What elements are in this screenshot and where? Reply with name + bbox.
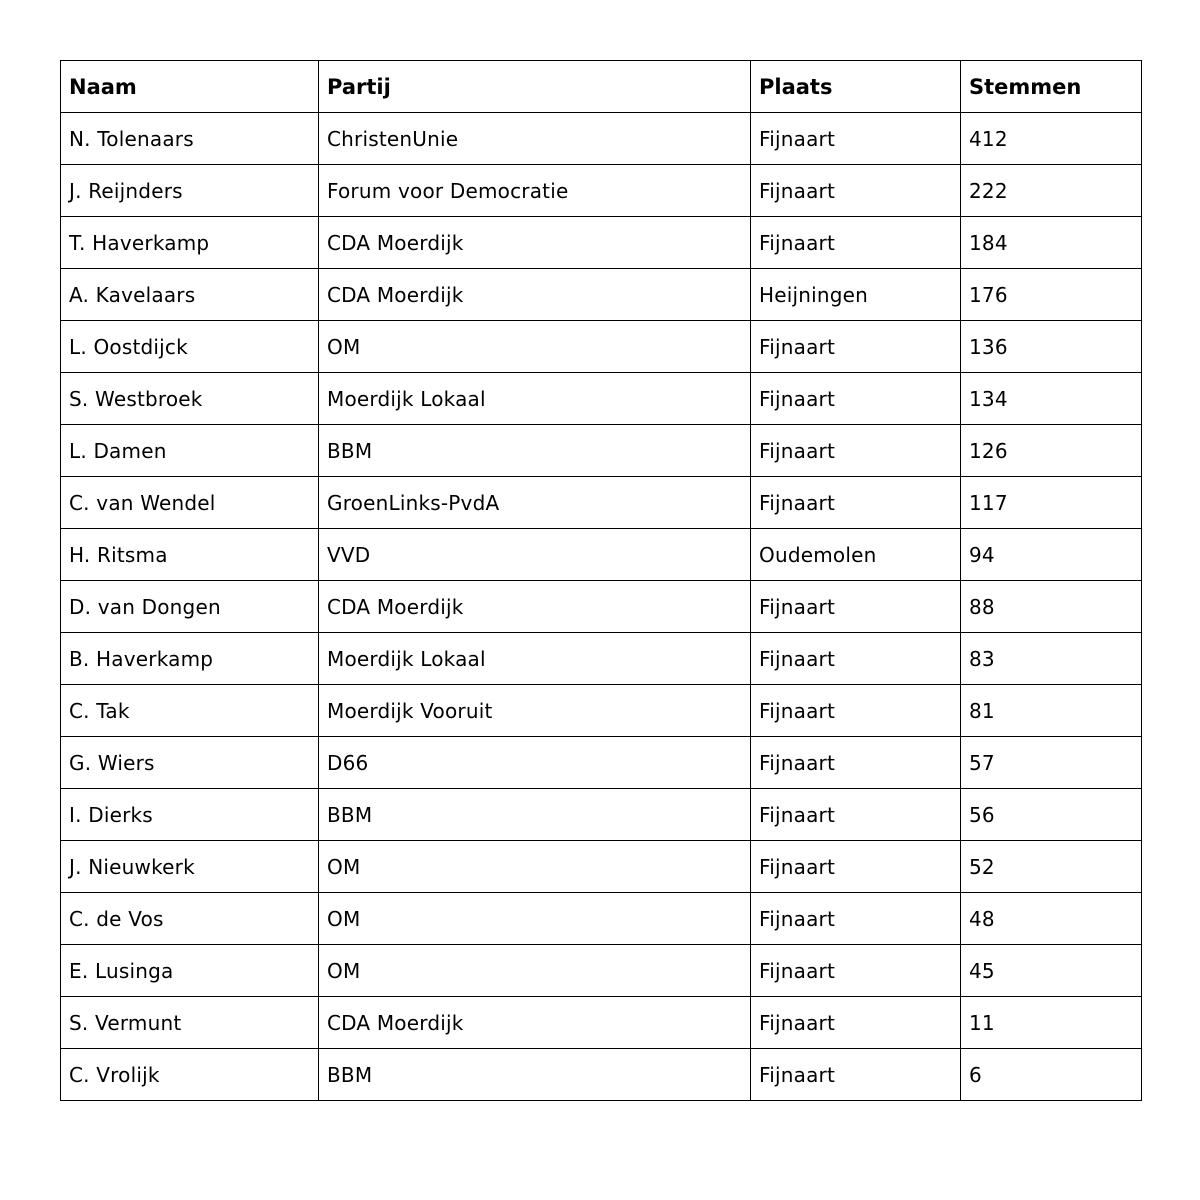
cell-partij: Moerdijk Lokaal [319, 373, 751, 425]
cell-naam: I. Dierks [61, 789, 319, 841]
table-row [61, 737, 1142, 789]
cell-stemmen: 176 [961, 269, 1142, 321]
cell-stemmen: 83 [961, 633, 1142, 685]
table-row [61, 373, 1142, 425]
table-body [61, 113, 1142, 1101]
table-row [61, 477, 1142, 529]
cell-partij: ChristenUnie [319, 113, 751, 165]
cell-stemmen: 88 [961, 581, 1142, 633]
cell-naam: J. Reijnders [61, 165, 319, 217]
column-header-stemmen: Stemmen [961, 61, 1142, 113]
cell-plaats: Fijnaart [751, 685, 961, 737]
cell-naam: C. Tak [61, 685, 319, 737]
table-row [61, 425, 1142, 477]
cell-naam: J. Nieuwkerk [61, 841, 319, 893]
table-row [61, 685, 1142, 737]
table-row [61, 945, 1142, 997]
cell-plaats: Fijnaart [751, 737, 961, 789]
candidates-votes-table [60, 60, 1142, 1101]
cell-partij: OM [319, 945, 751, 997]
cell-plaats: Fijnaart [751, 113, 961, 165]
cell-naam: L. Damen [61, 425, 319, 477]
cell-partij: OM [319, 841, 751, 893]
column-header-naam: Naam [61, 61, 319, 113]
cell-plaats: Heijningen [751, 269, 961, 321]
cell-plaats: Fijnaart [751, 477, 961, 529]
cell-naam: E. Lusinga [61, 945, 319, 997]
table-row [61, 217, 1142, 269]
table-row [61, 997, 1142, 1049]
cell-partij: BBM [319, 789, 751, 841]
table-row [61, 789, 1142, 841]
table-row [61, 529, 1142, 581]
cell-plaats: Fijnaart [751, 165, 961, 217]
table-row [61, 165, 1142, 217]
cell-partij: BBM [319, 1049, 751, 1101]
cell-plaats: Fijnaart [751, 321, 961, 373]
column-header-partij: Partij [319, 61, 751, 113]
cell-partij: CDA Moerdijk [319, 269, 751, 321]
table-row [61, 893, 1142, 945]
cell-naam: N. Tolenaars [61, 113, 319, 165]
cell-partij: Moerdijk Lokaal [319, 633, 751, 685]
cell-partij: Moerdijk Vooruit [319, 685, 751, 737]
cell-naam: B. Haverkamp [61, 633, 319, 685]
cell-plaats: Fijnaart [751, 789, 961, 841]
cell-plaats: Oudemolen [751, 529, 961, 581]
cell-stemmen: 412 [961, 113, 1142, 165]
cell-plaats: Fijnaart [751, 1049, 961, 1101]
cell-plaats: Fijnaart [751, 633, 961, 685]
cell-stemmen: 184 [961, 217, 1142, 269]
cell-partij: OM [319, 321, 751, 373]
table-row [61, 321, 1142, 373]
cell-naam: L. Oostdijck [61, 321, 319, 373]
cell-stemmen: 126 [961, 425, 1142, 477]
cell-plaats: Fijnaart [751, 945, 961, 997]
cell-stemmen: 57 [961, 737, 1142, 789]
table-row [61, 269, 1142, 321]
cell-naam: C. van Wendel [61, 477, 319, 529]
cell-partij: CDA Moerdijk [319, 581, 751, 633]
cell-naam: H. Ritsma [61, 529, 319, 581]
cell-naam: D. van Dongen [61, 581, 319, 633]
cell-naam: S. Westbroek [61, 373, 319, 425]
cell-plaats: Fijnaart [751, 893, 961, 945]
cell-stemmen: 6 [961, 1049, 1142, 1101]
table-row [61, 633, 1142, 685]
cell-stemmen: 94 [961, 529, 1142, 581]
cell-naam: C. Vrolijk [61, 1049, 319, 1101]
table-row [61, 113, 1142, 165]
cell-naam: S. Vermunt [61, 997, 319, 1049]
cell-plaats: Fijnaart [751, 997, 961, 1049]
table-row [61, 841, 1142, 893]
cell-partij: Forum voor Democratie [319, 165, 751, 217]
cell-partij: VVD [319, 529, 751, 581]
table-row [61, 581, 1142, 633]
cell-stemmen: 81 [961, 685, 1142, 737]
table-header-row [61, 61, 1142, 113]
cell-plaats: Fijnaart [751, 841, 961, 893]
cell-plaats: Fijnaart [751, 217, 961, 269]
cell-partij: CDA Moerdijk [319, 997, 751, 1049]
cell-stemmen: 222 [961, 165, 1142, 217]
cell-naam: A. Kavelaars [61, 269, 319, 321]
cell-stemmen: 56 [961, 789, 1142, 841]
cell-stemmen: 117 [961, 477, 1142, 529]
table-row [61, 1049, 1142, 1101]
cell-partij: OM [319, 893, 751, 945]
cell-stemmen: 52 [961, 841, 1142, 893]
cell-naam: C. de Vos [61, 893, 319, 945]
cell-stemmen: 11 [961, 997, 1142, 1049]
cell-partij: CDA Moerdijk [319, 217, 751, 269]
cell-plaats: Fijnaart [751, 425, 961, 477]
cell-plaats: Fijnaart [751, 373, 961, 425]
cell-stemmen: 136 [961, 321, 1142, 373]
cell-naam: G. Wiers [61, 737, 319, 789]
cell-stemmen: 48 [961, 893, 1142, 945]
cell-stemmen: 45 [961, 945, 1142, 997]
cell-partij: D66 [319, 737, 751, 789]
cell-partij: BBM [319, 425, 751, 477]
cell-partij: GroenLinks-PvdA [319, 477, 751, 529]
column-header-plaats: Plaats [751, 61, 961, 113]
cell-plaats: Fijnaart [751, 581, 961, 633]
cell-stemmen: 134 [961, 373, 1142, 425]
cell-naam: T. Haverkamp [61, 217, 319, 269]
